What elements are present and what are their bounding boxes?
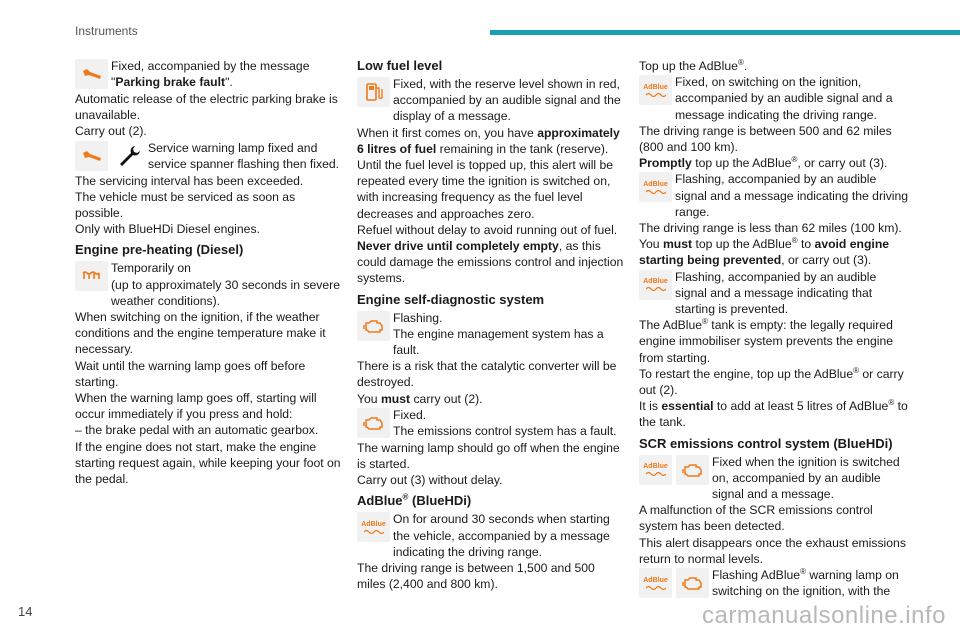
text-paragraph: If the engine does not start, make the engine starting request again, while keeping your foot on the pedal. [75, 439, 341, 487]
text-paragraph: The servicing interval has been exceeded. [75, 173, 304, 188]
text-paragraph: Automatic release of the electric parking brake is unavailable. [75, 92, 338, 123]
engine-check-icon [357, 311, 390, 341]
column-1: Fixed, accompanied by the message "Parking brake fault". Automatic release of the electric parking brake is unavailable. Carry out (2). Service warning lamp fixed and service spanner flashing then fixed. The servicing interval has been exceeded. The vehicle must be serviced as soon as possible. Only with BlueHDi Diesel engines. Engine pre-heating (Diesel) Temporarily on (up to approximately 30 seconds in severe weather conditions). When switching on the ignition, if the weather conditions and the engine temperature make it necessary. Wait until the warning lamp goes off before starting. When the warning lamp goes off, starting will occur immediately if you press and hold: – the brake pedal with an automatic gearbox. If the engine does not start, make the engine starting request again, while keeping your foot on the pedal. [75, 58, 343, 487]
text-paragraph: The vehicle must be serviced as soon as possible. [75, 189, 296, 221]
engine-check-icon [676, 455, 709, 485]
text-paragraph: When switching on the ignition, if the weather conditions and the engine temperature make it necessary. [75, 310, 326, 357]
page-header-title: Instruments [75, 24, 138, 38]
text-paragraph: When the warning lamp goes off, starting will occur immediately if you press and hold: [75, 391, 317, 422]
section-heading-adblue: AdBlue® (BlueHDi) [357, 493, 472, 509]
text-paragraph: Carry out (3) without delay. [357, 473, 503, 488]
section-heading-preheat: Engine pre-heating (Diesel) [75, 242, 244, 258]
text-paragraph: Only with BlueHDi Diesel engines. [75, 222, 260, 237]
section-heading-scr: SCR emissions control system (BlueHDi) [639, 435, 893, 451]
text-paragraph: The driving range is less than 62 miles (100 km). [639, 221, 902, 236]
fuel-pump-icon [357, 77, 390, 107]
text-paragraph: The driving range is between 500 and 62 miles (800 and 100 km). [639, 123, 892, 155]
adblue-icon: AdBlue [357, 512, 390, 542]
engine-check-icon [357, 408, 390, 438]
adblue-icon: AdBlue [639, 270, 672, 300]
adblue-icon: AdBlue [639, 455, 672, 485]
text-paragraph: A malfunction of the SCR emissions control system has been detected. [639, 503, 873, 534]
text-paragraph: There is a risk that the catalytic converter will be destroyed. [357, 359, 617, 390]
text-paragraph: Refuel without delay to avoid running out of fuel. [357, 222, 618, 237]
column-3: Top up the AdBlue®. AdBlue Fixed, on switching on the ignition, accompanied by an audible signal and a message indicating the driving range. The driving range is between 500 and 62 miles (800 and 100 km). Promptly top up the AdBlue®, or carry out (3). AdBlue Flashing, accompanied by an audible signal and a message indicating the driving range. The driving range is less than 62 miles (100 km). You must top up the AdBlue® to avoid engine starting being prevented, or carry out (3). AdBlue Flashing, accompanied by an audible signal and a message indicating that starting is prevented. The AdBlue® tank is empty: the legally required engine immobiliser system prevents the engine from starting. To restart the engine, top up the AdBlue® or carry out (2). It is essential to add at least 5 litres of AdBlue® to the tank. SCR emissions control system (BlueHDi) AdBlue Fixed when the ignition is switched on, accompanied by an audible signal and a message. A malfunction of the SCR emissions control system has been detected. This alert disappears once the exhaust emissions return to normal levels. AdBlue Flashing AdBlue® warning lamp on switching on the ignition, with the [639, 57, 909, 599]
text-paragraph: The driving range is between 1,500 and 500 miles (2,400 and 800 km). [357, 561, 595, 592]
spanner-icon [75, 141, 108, 171]
column-2: Low fuel level Fixed, with the reserve level shown in red, accompanied by an audible signal and the display of a message. When it first comes on, you have approximately 6 litres of fuel remaining in the tank (reserve). Until the fuel level is topped up, this alert will be repeated every time the ignition is switched on, with increasing frequency as the fuel level decreases and approaches zero. Refuel without delay to avoid running out of fuel. Never drive until completely empty, as this could damage the emissions control and injection systems. Engine self-diagnostic system Flashing. The engine management system has a fault. There is a risk that the catalytic converter will be destroyed. You must carry out (2). Fixed. The emissions control system has a fault. The warning lamp should go off when the engine is started. Carry out (3) without delay. AdBlue® (BlueHDi) AdBlue On for around 30 seconds when starting the vehicle, accompanied by a message indicating the driving range. The driving range is between 1,500 and 500 miles (2,400 and 800 km). [357, 58, 624, 592]
engine-check-icon [676, 568, 709, 598]
watermark: carmanualsonline.info [702, 602, 946, 629]
section-heading-diagnostic: Engine self-diagnostic system [357, 291, 545, 307]
text-paragraph: This alert disappears once the exhaust emissions return to normal levels. [639, 535, 906, 566]
text-paragraph: – the brake pedal with an automatic gearbox. [75, 423, 319, 438]
adblue-icon: AdBlue [639, 172, 672, 202]
glow-plug-icon [75, 261, 108, 291]
header-accent-bar [490, 30, 960, 35]
text-paragraph: Wait until the warning lamp goes off before starting. [75, 358, 306, 389]
text-paragraph: The warning lamp should go off when the engine is started. [357, 440, 620, 472]
text-paragraph: Carry out (2). [75, 124, 147, 139]
section-heading-fuel: Low fuel level [357, 58, 443, 73]
adblue-icon: AdBlue [639, 568, 672, 598]
adblue-icon: AdBlue [639, 75, 672, 105]
spanner-icon [75, 59, 108, 89]
service-spanner-icon [112, 141, 145, 171]
parking-brake-fault-message: Parking brake fault [115, 75, 226, 90]
page-number: 14 [18, 604, 33, 619]
text-paragraph: Until the fuel level is topped up, this alert will be repeated every time the ignition is switched on, with increasing frequency as the fuel level decreases and approaches zero. [357, 158, 614, 221]
